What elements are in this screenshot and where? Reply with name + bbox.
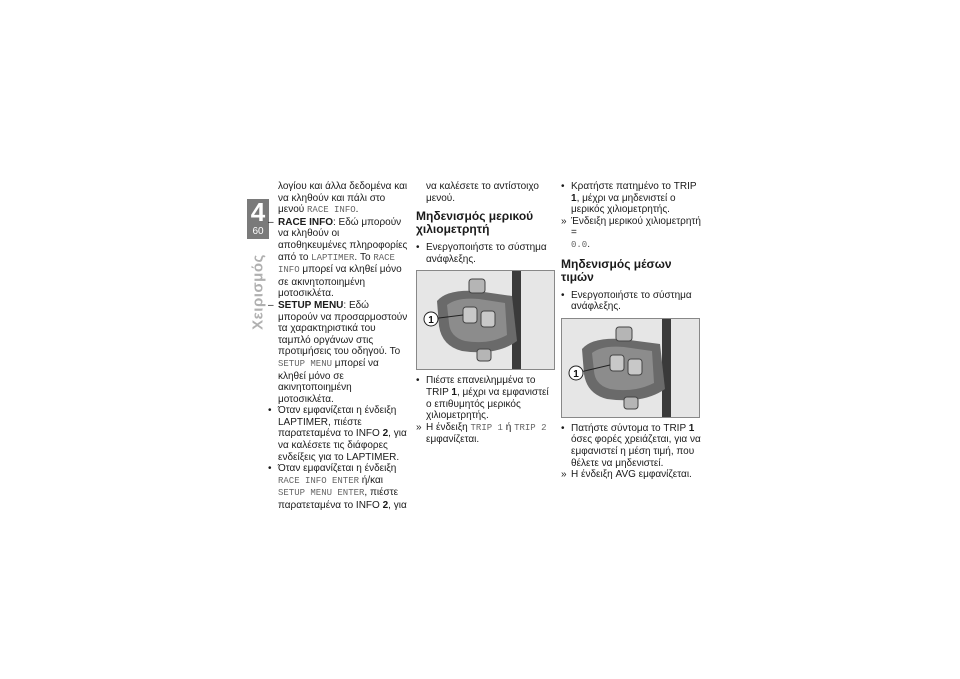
result-item-trip-zero: » Ένδειξη μερικού χιλιομετρητή = 0.0. — [561, 215, 701, 250]
handlebar-switch-illustration — [562, 319, 699, 417]
result-marker: » — [416, 421, 422, 433]
figure-callout-label: 1 — [428, 315, 434, 327]
bullet-marker: • — [561, 422, 565, 434]
bullet-item-enter: • Όταν εμφανίζεται η ένδειξη RACE INFO ENTER ή/και SETUP MENU ENTER, πιέστε παρατεταμένα το INFO 2, για — [268, 463, 407, 512]
bullet-marker: • — [416, 375, 420, 387]
column-2 — [416, 181, 556, 446]
bullet-item-ignition: • Ενεργοποιήστε το σύστημα ανάφλεξης. — [416, 242, 547, 265]
page-number: 60 — [252, 226, 264, 237]
result-item-avg: » Η ένδειξη AVG εμφανίζεται. — [561, 469, 692, 481]
handlebar-switch-photo — [416, 270, 555, 370]
bullet-marker: • — [561, 289, 565, 301]
dash-item-race-info: – RACE INFO: Εδώ μπορούν να κληθούν οι αποθηκευμένες πληροφορίες από το LAPTIMER. Το RACE INFO μπορεί να κληθεί μόνο σε ακινητοποιημένη μοτοσικλέτα. — [268, 216, 408, 300]
column-1 — [268, 181, 408, 512]
chapter-number: 4 — [250, 197, 266, 227]
bullet-item-press-trip: • Πιέστε επανειλημμένα το TRIP 1, μέχρι να εμφανιστεί ο επιθυμητός μερικός χιλιομετρητής. — [416, 375, 549, 422]
bullet-marker: • — [268, 463, 272, 475]
figure-callout-label: 1 — [573, 368, 579, 380]
section-label: Χειρισμός — [249, 254, 267, 330]
result-marker: » — [561, 469, 567, 481]
dash-marker: – — [268, 299, 274, 311]
continued-paragraph: λογίου και άλλα δεδομένα και να κληθούν και πάλι στο μενού RACE INFO. — [278, 181, 408, 216]
column-3 — [561, 181, 701, 481]
bullet-marker: • — [268, 405, 272, 417]
bullet-marker: • — [416, 242, 420, 254]
bullet-marker: • — [561, 181, 565, 192]
result-marker: » — [561, 215, 567, 227]
bullet-item-laptimer: • Όταν εμφανίζεται η ένδειξη LAPTIMER, πιέστε παρατεταμένα το INFO 2, για να καλέσετε τις διάφορες ενδείξεις για το LAPTIMER. — [268, 405, 407, 463]
handlebar-switch-photo — [561, 318, 700, 418]
heading-average-reset: Μηδενισμός μέσων τιμών — [561, 256, 672, 284]
chapter-tab — [247, 199, 269, 239]
bullet-item-press-trip-short: • Πατήστε σύντομα το TRIP 1 όσες φορές χρειάζεται, για να εμφανιστεί η μέση τιμή, που θέλετε να μηδενιστεί. — [561, 422, 701, 469]
dash-item-setup-menu: – SETUP MENU: Εδώ μπορούν να προσαρμοστούν τα χαρακτηριστικά του ταμπλό οργάνων στις προτιμήσεις του οδηγού. Το SETUP MENU μπορεί να κληθεί μόνο σε ακινητοποιημένη μοτοσικλέτα. — [268, 299, 408, 405]
result-item-trip-display: » Η ένδειξη TRIP 1 ή TRIP 2 εμφανίζεται. — [416, 421, 547, 446]
continued-paragraph: να καλέσετε το αντίστοιχο μενού. — [426, 181, 539, 204]
bullet-item-hold-trip: • Κρατήστε πατημένο το TRIP 1, μέχρι να μηδενιστεί ο μερικός χιλιομετρητής. — [561, 181, 697, 216]
dash-marker: – — [268, 216, 274, 228]
bullet-item-ignition: • Ενεργοποιήστε το σύστημα ανάφλεξης. — [561, 289, 692, 313]
heading-trip-reset: Μηδενισμός μερικού χιλιομετρητή — [416, 209, 534, 237]
handlebar-switch-illustration — [417, 271, 554, 369]
